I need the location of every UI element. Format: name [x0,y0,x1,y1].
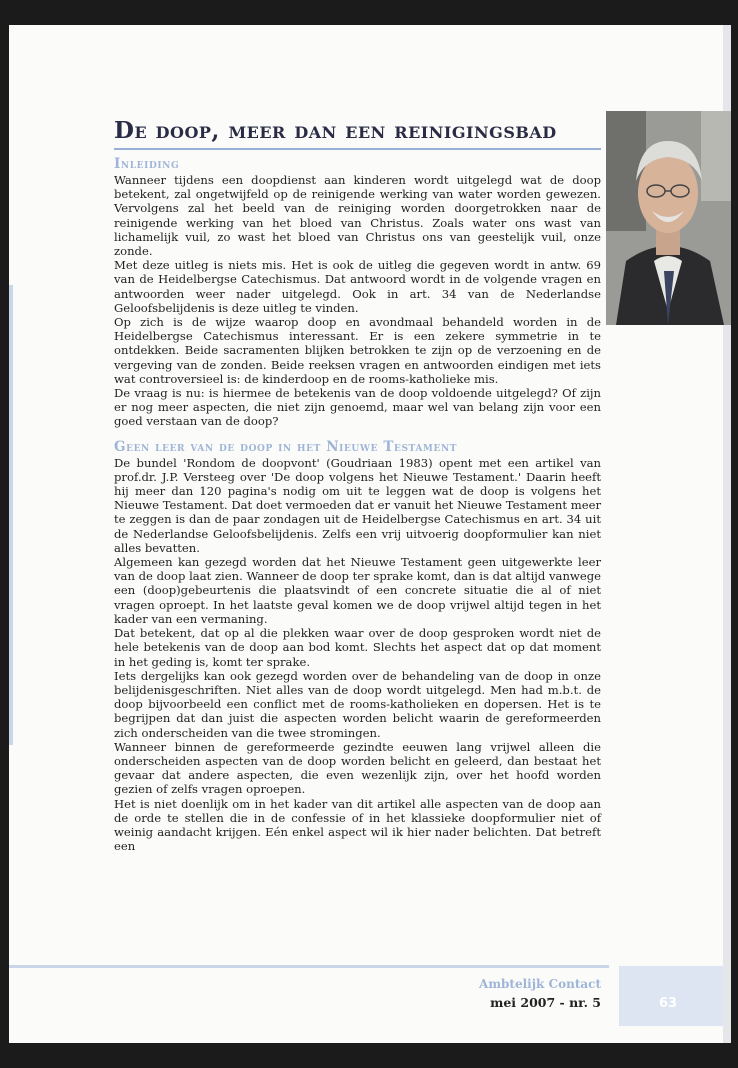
paragraph: Op zich is de wijze waarop doop en avondmaal behandeld worden in de Heidelbergse Catechismus interessant. Er is een zekere symmetrie in te ontdekken. Beide sacramenten blijken betrokken te zijn op de verzoening en de vergeving van de zonden. Beide reeksen vragen en antwoorden eindigen met iets wat controversieel is: de kinderdoop en de rooms-katholieke mis. [114,315,601,386]
paragraph: Het is niet doenlijk om in het kader van dit artikel alle aspecten van de doop aan de orde te stellen die in de confessie of in het klassieke doopformulier niet of weinig aandacht krijgen. Eén enkel aspect wil ik hier nader belichten. Dat betreft een [114,796,601,854]
footer-rule [9,965,609,968]
paragraph: Wanneer binnen de gereformeerde gezindte eeuwen lang vrijwel alleen die onderscheiden aspecten van de doop worden belicht en geleerd, dan bestaat het gevaar dat andere aspecten, die even wezenlijk zijn, over het hoofd worden gezien of zelfs vragen oproepen. [114,739,601,797]
left-margin-bar [9,285,13,745]
paragraph: Iets dergelijks kan ook gezegd worden over de behandeling van de doop in onze belijdenisgeschriften. Niet alles van de doop wordt uitgelegd. Men had m.b.t. de doop bijvoorbeeld een conflict met de rooms-katholieken en dopersen. Het is te begrijpen dat dan juist die aspecten worden belicht waarin de gereformeerden zich onderscheiden van die twee stromingen. [114,668,601,740]
article-title-text: De doop, meer dan een reinigingsbad [114,117,557,144]
portrait-image [606,111,731,325]
page-number: 63 [659,996,678,1011]
paragraph: De vraag is nu: is hiermee de betekenis van de doop voldoende uitgelegd? Of zijn er nog meer aspecten, die niet zijn genoemd, maar wel van belang zijn voor een goed verstaan van de doop? [114,386,601,429]
section-heading-inleiding [114,156,601,173]
paragraph: Algemeen kan gezegd worden dat het Nieuwe Testament geen uitgewerkte leer van de doop laat zien. Wanneer de doop ter sprake komt, dan is dat altijd vanwege een (doop)gebeurtenis die plaatsvindt of een concrete situatie die al of niet vragen oproept. In het laatste geval komen we de doop vrijwel altijd tegen in het kader van een vermaning. [114,555,601,626]
paragraph: Dat betekent, dat op al die plekken waar over de doop gesproken wordt niet de hele betekenis van de doop aan bod komt. Slechts het aspect dat op dat moment in het geding is, komt ter sprake. [114,626,601,669]
article-body [114,156,601,853]
paragraph: Wanneer tijdens een doopdienst aan kinderen wordt uitgelegd wat de doop betekent, zal ongetwijfeld op de reinigende werking van water worden gewezen. Vervolgens zal het beeld van de reiniging worden doorgetrokken naar de reinigende werking van het bloed van Christus. Zoals water ons wast van lichamelijk vuil, zo wast het bloed van Christus ons van geestelijk vuil, onze zonde. [114,173,601,259]
article-title [114,117,604,144]
page-number-box [619,966,723,1026]
paragraph: Met deze uitleg is niets mis. Het is ook de uitleg die gegeven wordt in antw. 69 van de Heidelbergse Catechismus. Dat antwoord wordt in de volgende vragen en antwoorden weer nader uitgelegd. Ook in art. 34 van de Nederlandse Geloofsbelijdenis is deze uitleg te vinden. [114,258,601,315]
section-heading-text: Geen leer van de doop in het Nieuwe Testament [114,438,458,455]
magazine-page [9,25,731,1043]
title-underline [114,148,601,150]
paragraph: De bundel 'Rondom de doopvont' (Goudriaan 1983) opent met een artikel van prof.dr. J.P. Versteeg over 'De doop volgens het Nieuwe Testament.' Daarin heeft hij meer dan 120 pagina's nodig om uit te leggen wat de doop is volgens het Nieuwe Testament. Dat doet vermoeden dat er vanuit het Nieuwe Testament meer te zeggen is dan de paar zondagen uit de Heidelbergse Catechismus en art. 34 uit de Nederlandse Geloofsbelijdenis. Zelfs een vrij uitvoerig doopformulier kan niet alles bevatten. [114,455,601,555]
section-heading-text: Inleiding [114,156,180,172]
footer-publication: Ambtelijk Contact [479,977,601,991]
section-heading-geen-leer [114,439,601,456]
author-portrait-photo [606,111,731,325]
footer-issue: mei 2007 - nr. 5 [490,995,601,1010]
